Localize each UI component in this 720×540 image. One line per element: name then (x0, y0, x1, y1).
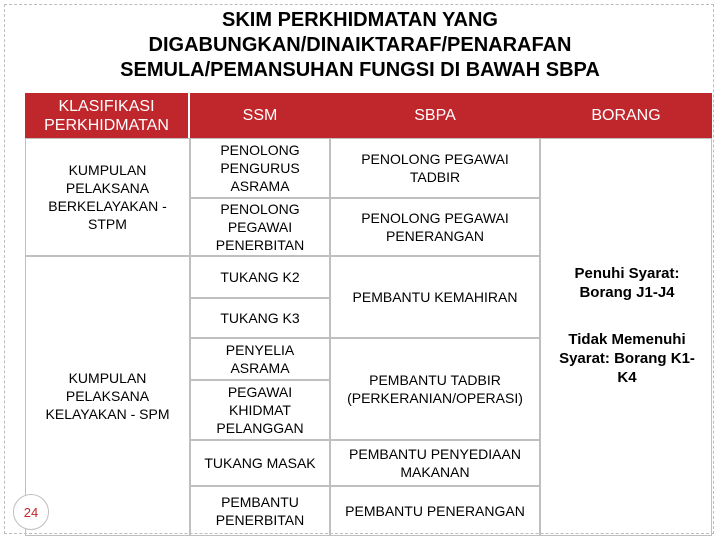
borang-penuhi-syarat: Penuhi Syarat: Borang J1-J4 (574, 265, 680, 301)
page-number: 24 (13, 494, 49, 530)
title-line-1: SKIM PERKHIDMATAN YANG (222, 9, 498, 31)
header-klasifikasi: KLASIFIKASI PERKHIDMATAN (25, 93, 190, 138)
sbpa-pembantu-penyediaan: PEMBANTU PENYEDIAAN MAKANAN (330, 440, 540, 486)
group-spm: KUMPULAN PELAKSANA KELAYAKAN - SPM (25, 256, 190, 536)
title-line-3: SEMULA/PEMANSUHAN FUNGSI DI BAWAH SBPA (120, 59, 600, 81)
ssm-tukang-k3: TUKANG K3 (190, 298, 330, 338)
ssm-tukang-k2: TUKANG K2 (190, 256, 330, 298)
sbpa-pegawai-penerangan: PENOLONG PEGAWAI PENERANGAN (330, 198, 540, 256)
group-stpm: KUMPULAN PELAKSANA BERKELAYAKAN - STPM (25, 138, 190, 256)
ssm-pegawai-penerbitan: PENOLONG PEGAWAI PENERBITAN (190, 198, 330, 256)
header-borang: BORANG (540, 93, 712, 138)
page-title (40, 8, 680, 83)
header-sbpa: SBPA (330, 93, 540, 138)
sbpa-pembantu-penerangan: PEMBANTU PENERANGAN (330, 486, 540, 536)
sbpa-pegawai-tadbir: PENOLONG PEGAWAI TADBIR (330, 138, 540, 198)
ssm-khidmat-pelanggan: PEGAWAI KHIDMAT PELANGGAN (190, 380, 330, 440)
ssm-tukang-masak: TUKANG MASAK (190, 440, 330, 486)
ssm-pengurus-asrama: PENOLONG PENGURUS ASRAMA (190, 138, 330, 198)
sbpa-pembantu-kemahiran: PEMBANTU KEMAHIRAN (330, 256, 540, 338)
ssm-penyelia-asrama: PENYELIA ASRAMA (190, 338, 330, 380)
title-line-2: DIGABUNGKAN/DINAIKTARAF/PENARAFAN (148, 34, 572, 56)
ssm-pembantu-penerbitan: PEMBANTU PENERBITAN (190, 486, 330, 536)
header-ssm: SSM (190, 93, 330, 138)
sbpa-pembantu-tadbir: PEMBANTU TADBIR (PERKERANIAN/OPERASI) (330, 338, 540, 440)
borang-tidak-memenuhi-syarat: Tidak Memenuhi Syarat: Borang K1-K4 (559, 330, 695, 386)
